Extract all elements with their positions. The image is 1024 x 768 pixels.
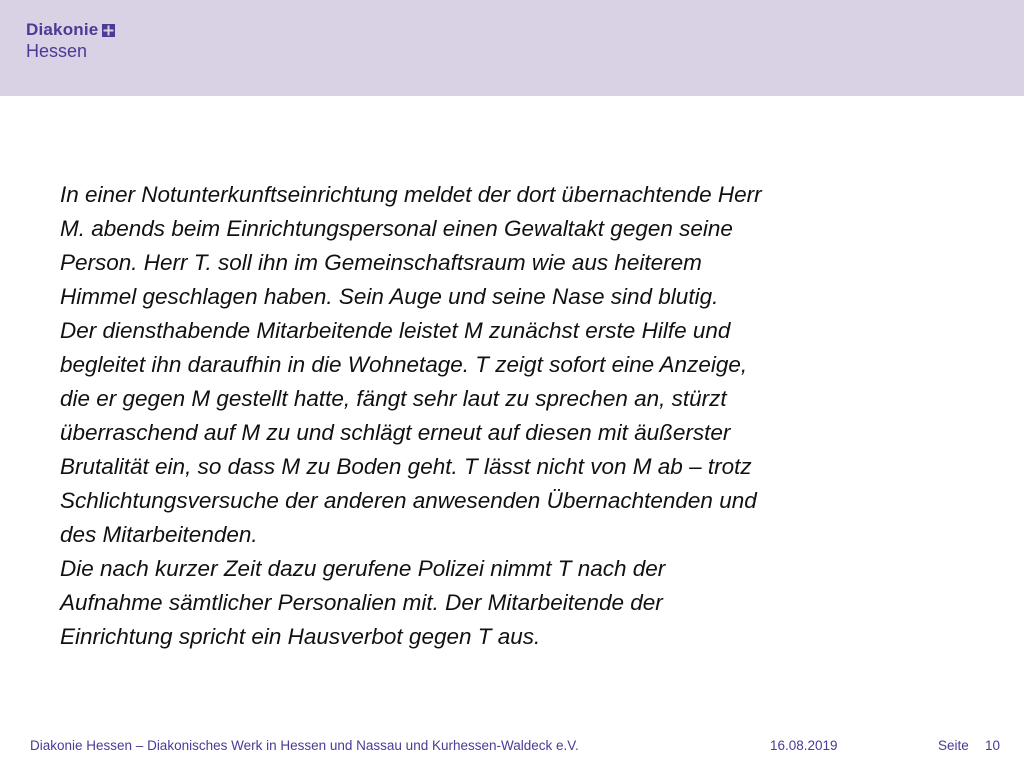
text-line: Person. Herr T. soll ihn im Gemeinschaftsraum wie aus heiterem — [60, 250, 702, 275]
case-description — [60, 178, 980, 654]
text-line: Die nach kurzer Zeit dazu gerufene Polizei nimmt T nach der — [60, 556, 666, 581]
footer-page-number: 10 — [985, 738, 1001, 753]
text-line: Himmel geschlagen haben. Sein Auge und seine Nase sind blutig. — [60, 284, 719, 309]
footer-page-label: Seite — [938, 738, 969, 753]
text-line: des Mitarbeitenden. — [60, 522, 258, 547]
logo-region: Hessen — [26, 41, 88, 61]
text-line: In einer Notunterkunftseinrichtung meldet der dort übernachtende Herr — [60, 182, 762, 207]
header-band — [0, 0, 1024, 96]
text-line: Brutalität ein, so dass M zu Boden geht. T lässt nicht von M ab – trotz — [60, 454, 752, 479]
text-line: Aufnahme sämtlicher Personalien mit. Der Mitarbeitende der — [60, 590, 663, 615]
diakonie-cross-icon — [102, 24, 115, 37]
text-line: Einrichtung spricht ein Hausverbot gegen T aus. — [60, 624, 541, 649]
diakonie-logo[interactable] — [26, 20, 115, 62]
logo-name: Diakonie — [26, 20, 99, 39]
text-line: Schlichtungsversuche der anderen anwesenden Übernachtenden und — [60, 488, 757, 513]
footer-organization: Diakonie Hessen – Diakonisches Werk in Hessen und Nassau und Kurhessen-Waldeck e.V. — [30, 738, 579, 753]
footer-date: 16.08.2019 — [770, 738, 838, 753]
text-line: Der diensthabende Mitarbeitende leistet M zunächst erste Hilfe und — [60, 318, 731, 343]
text-line: begleitet ihn daraufhin in die Wohnetage. T zeigt sofort eine Anzeige, — [60, 352, 748, 377]
text-line: überraschend auf M zu und schlägt erneut auf diesen mit äußerster — [60, 420, 731, 445]
text-line: die er gegen M gestellt hatte, fängt sehr laut zu sprechen an, stürzt — [60, 386, 727, 411]
slide-footer — [0, 738, 1024, 760]
text-line: M. abends beim Einrichtungspersonal einen Gewaltakt gegen seine — [60, 216, 733, 241]
